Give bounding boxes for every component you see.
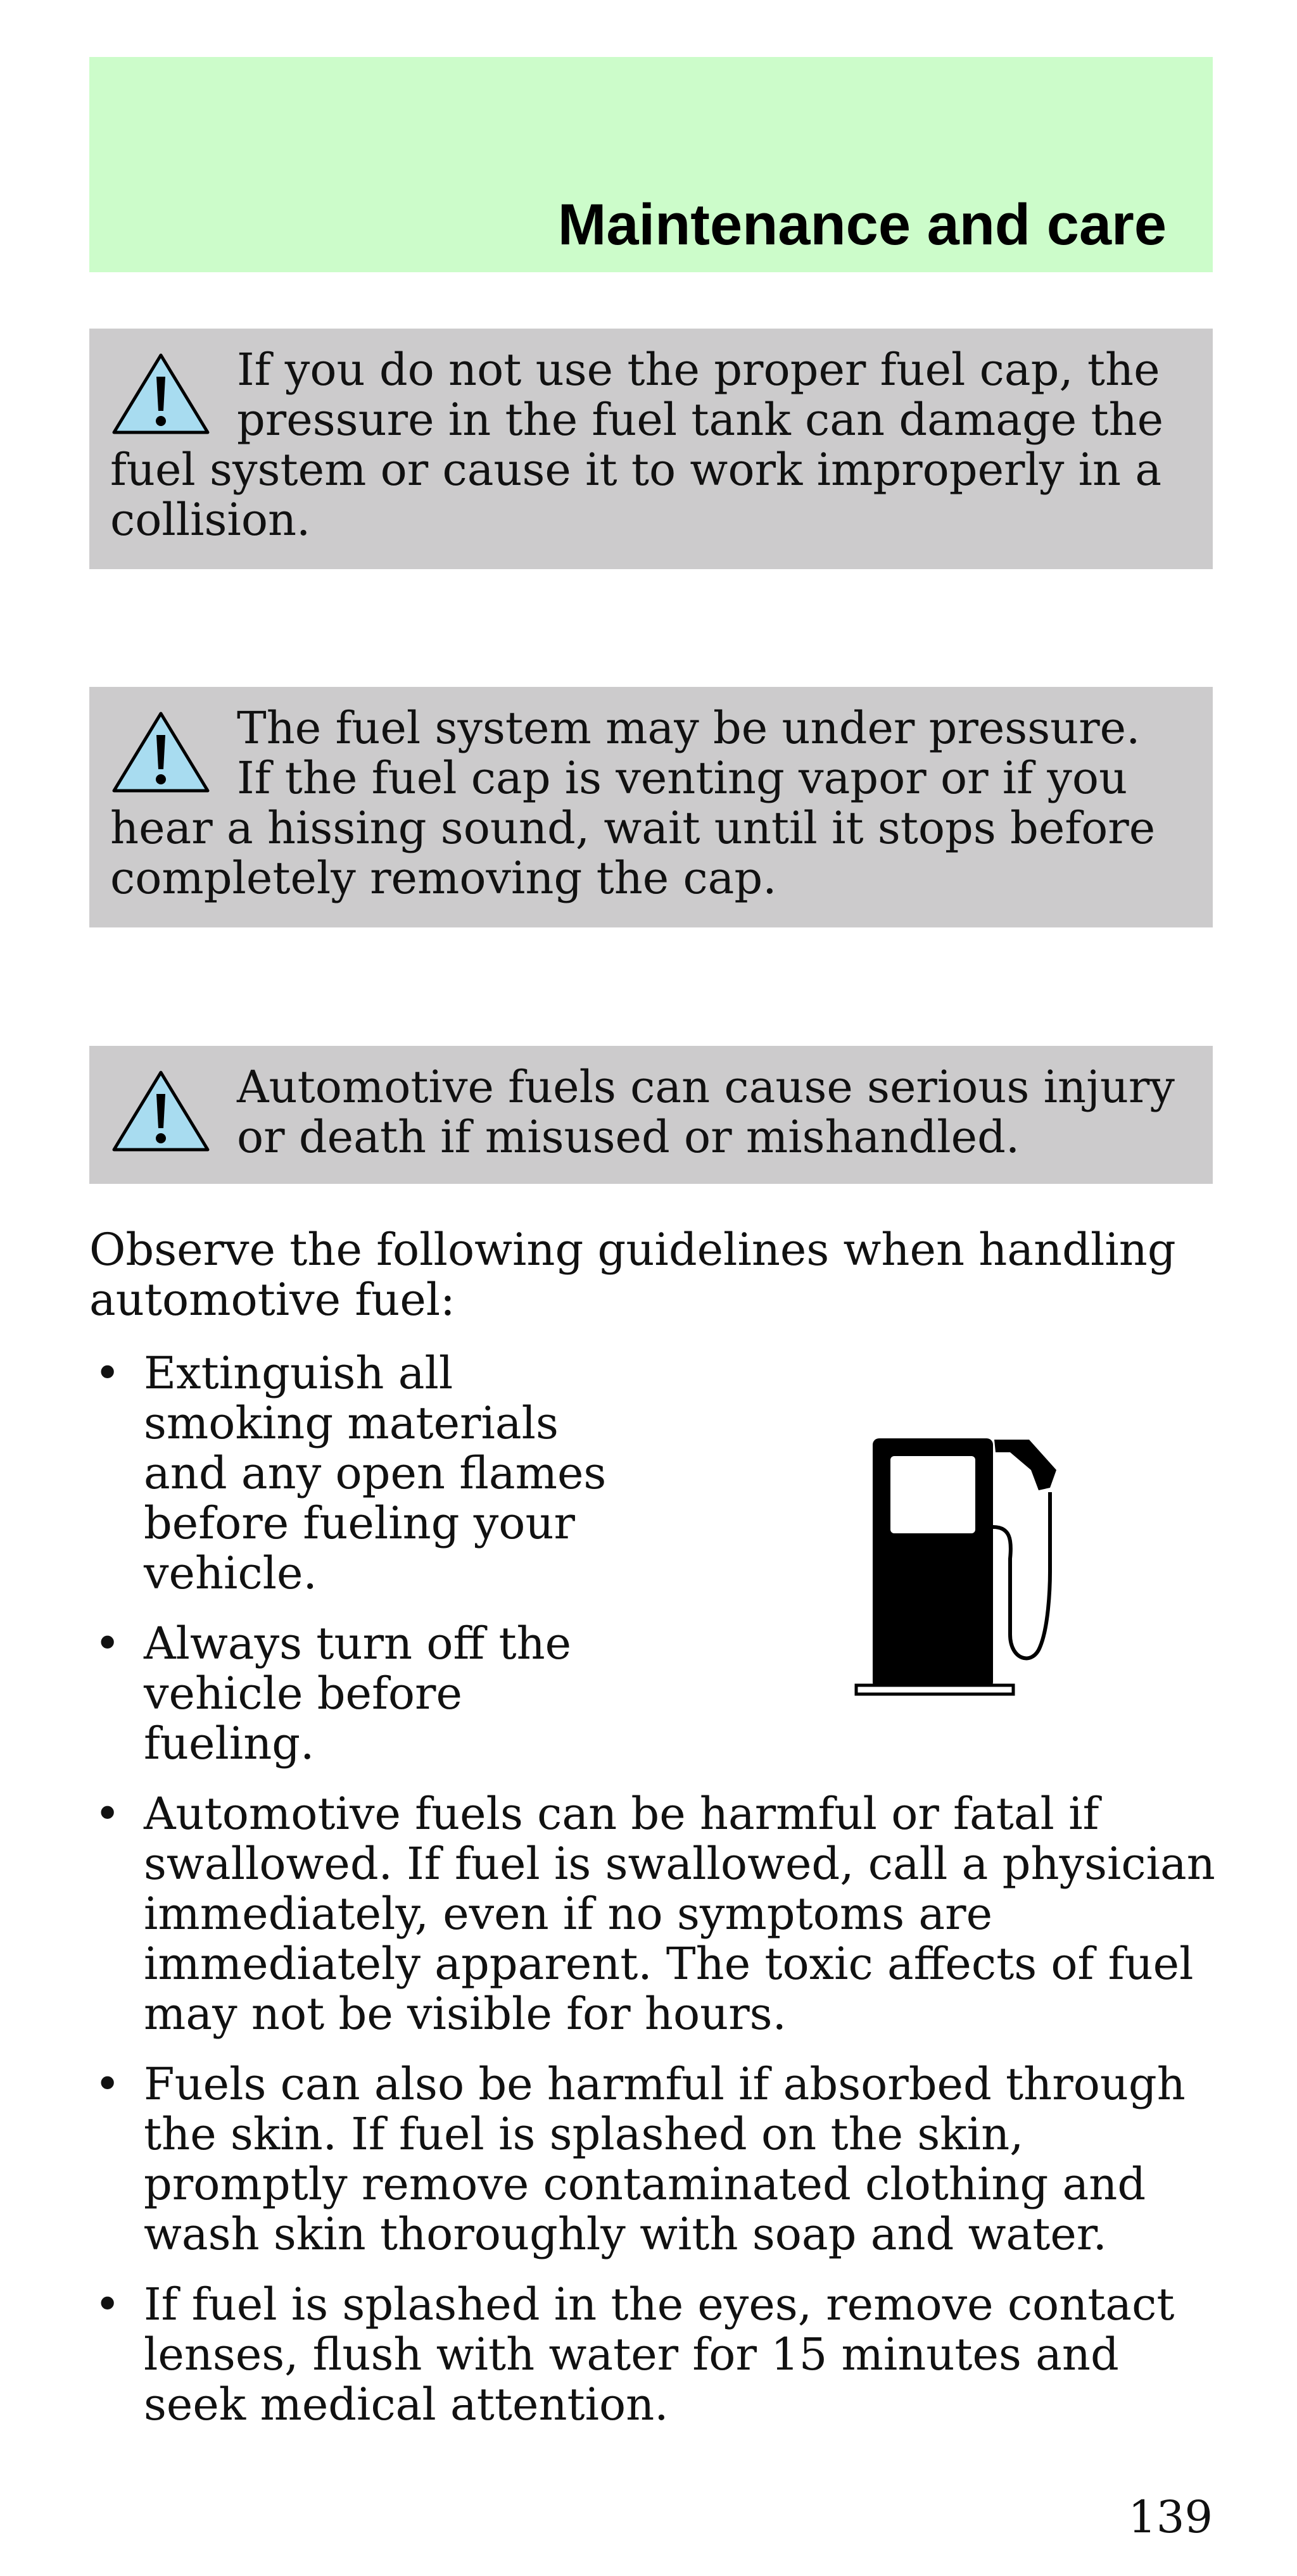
- list-item: [89, 1619, 625, 1769]
- bullet-icon: •: [94, 1618, 121, 1669]
- section-header: [89, 57, 1213, 272]
- warning-text: If you do not use the proper fuel cap, the pressure in the fuel tank can damage the fuel system or cause it to work improperly in a collision.: [110, 344, 1164, 546]
- list-item: [89, 2059, 1217, 2259]
- list-item-text: Extinguish all smoking materials and any open flames before fueling your vehicle.: [144, 1347, 607, 1599]
- fuel-pump-icon: [849, 1432, 1064, 1704]
- warning-box: [89, 1046, 1213, 1184]
- list-item: [89, 1348, 625, 1599]
- warning-box: [89, 687, 1213, 927]
- warning-triangle-icon: [110, 350, 212, 439]
- warning-text: Automotive fuels can cause serious injury or death if misused or mishandled.: [237, 1061, 1175, 1163]
- list-item: [89, 2280, 1217, 2430]
- warning-box: [89, 329, 1213, 569]
- bullet-icon: •: [94, 2058, 121, 2110]
- bullet-icon: •: [94, 2278, 121, 2330]
- list-item: [89, 1789, 1217, 2039]
- bullet-icon: •: [94, 1347, 121, 1399]
- warning-triangle-icon: [110, 1067, 212, 1156]
- warning-text: The fuel system may be under pressure. If the fuel cap is venting vapor or if you hear a hissing sound, wait until it stops before completely removing the cap.: [110, 702, 1156, 904]
- list-item-text: Fuels can also be harmful if absorbed through the skin. If fuel is splashed on the skin, promptly remove contaminated clothing and wash skin thoroughly with soap and water.: [144, 2058, 1186, 2260]
- list-item-text: Always turn off the vehicle before fueling.: [144, 1618, 572, 1769]
- list-item-text: If fuel is splashed in the eyes, remove contact lenses, flush with water for 15 minutes and seek medical attention.: [144, 2278, 1175, 2430]
- section-title: Maintenance and care: [557, 192, 1167, 257]
- bullet-icon: •: [94, 1788, 121, 1840]
- warning-triangle-icon: [110, 708, 212, 797]
- list-item-text: Automotive fuels can be harmful or fatal if swallowed. If fuel is swallowed, call a physician immediately, even if no symptoms are immediately apparent. The toxic affects of fuel may not be visible for hours.: [144, 1788, 1215, 2040]
- page-number: 139: [1128, 2491, 1213, 2543]
- intro-paragraph: Observe the following guidelines when handling automotive fuel:: [89, 1224, 1176, 1326]
